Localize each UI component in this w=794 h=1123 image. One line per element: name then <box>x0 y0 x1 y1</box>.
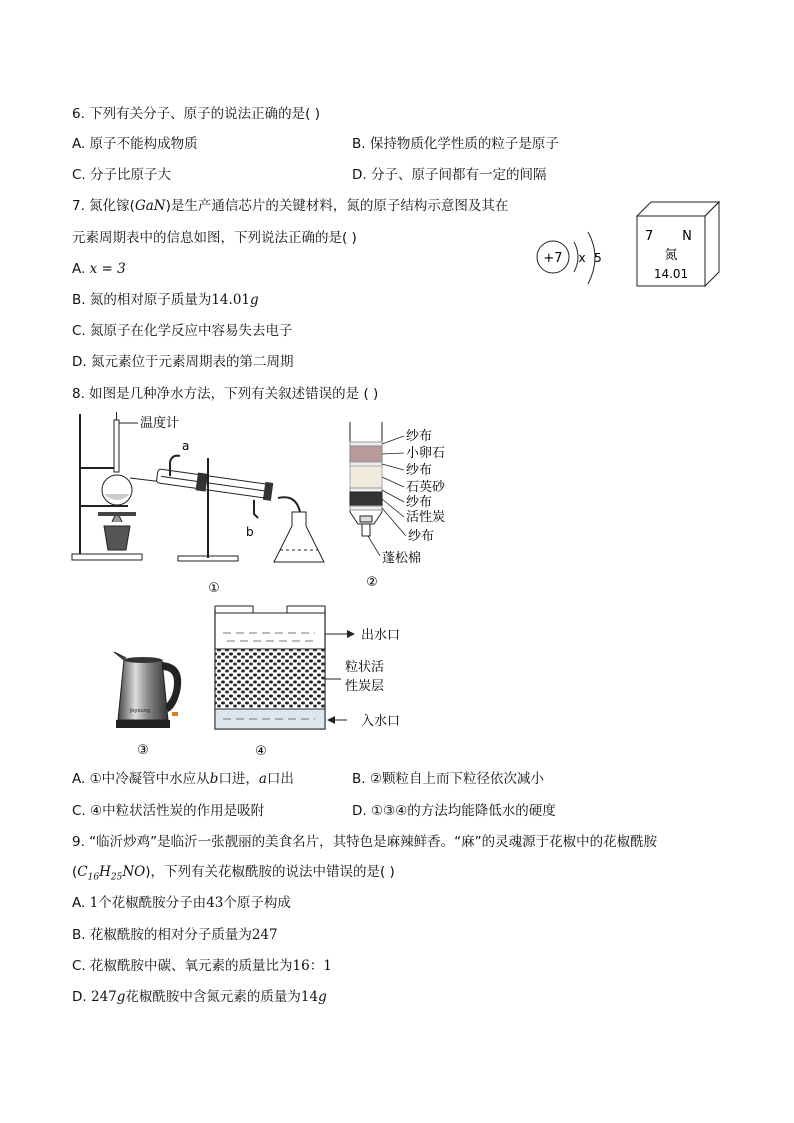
flask-liquid <box>104 494 130 500</box>
fig2-number: ② <box>366 575 378 590</box>
fig4-number: ④ <box>255 744 267 758</box>
layer-gauze-1 <box>350 442 382 446</box>
q9-stem-post: ，下列有关花椒酰胺的说法中错误的是( ) <box>150 864 395 880</box>
q9-d-unit: g <box>116 989 126 1005</box>
q6-option-a: A. 原子不能构成物质 <box>72 136 198 152</box>
kettle-spout <box>114 652 126 660</box>
wire-gauze <box>98 512 136 516</box>
q7-stem <box>72 197 508 215</box>
shell-2-electrons: 5 <box>594 251 602 265</box>
q7-stem-post: )是生产通信芯片的关键材料，氮的原子结构示意图及其在 <box>165 198 509 214</box>
q9-option-c <box>72 957 332 975</box>
filter-label-7: 纱布 <box>408 529 435 544</box>
atomic-mass: 14.01 <box>653 267 689 281</box>
layer-activated-carbon <box>350 492 382 506</box>
q8-a-a: a <box>258 771 267 787</box>
q8-a-mid: 口进， <box>218 771 259 787</box>
filter-label-6: 活性炭 <box>406 510 446 525</box>
filter-label-4: 石英砂 <box>406 480 446 495</box>
q9-stem: 9. “临沂炒鸡”是临沂一张靓丽的美食名片，其特色是麻辣鲜香。“麻”的灵魂源于花椒中的花椒酰胺 <box>72 834 658 850</box>
layer-pebbles <box>350 446 382 462</box>
q7-b-unit: g <box>250 292 259 308</box>
simple-water-filter <box>340 420 470 590</box>
q9-b-value: 247 <box>251 927 278 943</box>
q7-b-text: B. 氮的相对原子质量为 <box>72 292 212 308</box>
q8-option-b: B. ②颗粒自上而下粒径依次减小 <box>352 771 544 787</box>
q9-formula-h: H <box>99 864 111 880</box>
q9-formula-c-sub: 16 <box>87 872 100 883</box>
q7-option-c: C. 氮原子在化学反应中容易失去电子 <box>72 323 293 339</box>
adapter <box>278 497 300 512</box>
filter-label-5: 纱布 <box>406 495 433 510</box>
cell-side-face <box>705 202 719 286</box>
periodic-table-cell <box>632 198 724 292</box>
layer-gauze-2 <box>350 462 382 466</box>
shell-1-electrons: x <box>578 251 586 265</box>
element-symbol: N <box>682 229 692 244</box>
filter-label-cotton: 蓬松棉 <box>382 551 422 566</box>
q9-a-n1: 1 <box>89 895 99 911</box>
q9-formula-h-sub: 25 <box>110 872 123 883</box>
kettle-base <box>116 720 170 728</box>
cotton-plug <box>360 516 372 522</box>
carbon-label-1: 粒状活 <box>345 660 385 675</box>
distillation-apparatus <box>68 408 338 598</box>
inlet-pipe-left <box>215 606 253 613</box>
carbon-label-2: 性炭层 <box>345 679 385 694</box>
outlet-arrow-head <box>347 630 355 638</box>
q7-b-value: 14.01 <box>211 292 250 308</box>
nucleus-charge: +7 <box>543 251 563 266</box>
element-name: 氮 <box>664 248 678 263</box>
electric-kettle <box>110 642 190 758</box>
q7-a-label: A. <box>72 261 90 277</box>
atomic-number: 7 <box>645 229 654 244</box>
burner <box>104 526 130 550</box>
q9-c-text: C. 花椒酰胺中碳、氧元素的质量比为 <box>72 958 293 974</box>
carbon-purifier <box>205 603 425 758</box>
q9-a-n2: 43 <box>206 895 224 911</box>
q9-stem-line2: $(C_{16}H_{25}NO)$，下列有关花椒酰胺的说法中错误的是( ) <box>72 864 395 883</box>
label-a: a <box>182 439 190 453</box>
thermometer-body <box>114 420 119 472</box>
q9-d-label: D. <box>72 989 91 1005</box>
layer-quartz-sand <box>350 466 382 488</box>
kettle-switch <box>172 712 178 716</box>
q7-option-d: D. 氮元素位于元素周期表的第二周期 <box>72 354 294 370</box>
q7-formula: GaN <box>134 198 166 214</box>
inlet-arrow-head <box>327 716 335 724</box>
receiving-flask <box>274 512 324 562</box>
fig1-number: ① <box>208 581 220 596</box>
q7-stem-pre: 7. 氮化镓( <box>72 198 135 214</box>
q9-a-label: A. <box>72 895 90 911</box>
q9-formula-no: NO <box>122 864 146 880</box>
fig3-number: ③ <box>137 743 149 758</box>
layer-gauze-4 <box>350 506 382 510</box>
nitrogen-atom-diagram <box>530 222 610 294</box>
q9-d-value2: 14 <box>300 989 319 1005</box>
q9-option-d <box>72 988 327 1006</box>
q9-d-unit2: g <box>318 989 327 1005</box>
q8-a-post: 口出 <box>266 771 294 787</box>
q6-stem: 6. 下列有关分子、原子的说法正确的是( ) <box>72 106 320 122</box>
thermometer-label: 温度计 <box>140 416 180 431</box>
distilling-flask <box>102 475 132 505</box>
filter-label-2: 小卵石 <box>406 446 446 461</box>
q8-option-a <box>72 770 294 788</box>
stand-base <box>72 554 142 560</box>
q9-d-mid: 花椒酰胺中含氮元素的质量为 <box>125 989 301 1005</box>
q7-a-math: x = 3 <box>89 261 126 277</box>
water-tube-b <box>254 500 258 518</box>
q8-a-b: b <box>209 771 219 787</box>
kettle-brand: Joyoung <box>129 708 151 714</box>
outlet-label: 出水口 <box>361 628 401 643</box>
q9-c-value: 16：1 <box>292 958 332 974</box>
q8-option-d: D. ①③④的方法均能降低水的硬度 <box>352 803 556 819</box>
carbon-layer <box>215 649 325 709</box>
inlet-pipe-right <box>287 606 325 613</box>
layer-gauze-3 <box>350 488 382 492</box>
q8-option-c: C. ④中粒状活性炭的作用是吸附 <box>72 803 265 819</box>
filter-label-1: 纱布 <box>406 429 433 444</box>
q9-b-text: B. 花椒酰胺的相对分子质量为 <box>72 927 252 943</box>
flame <box>112 515 122 522</box>
q9-a-mid: 个花椒酰胺分子由 <box>98 895 207 911</box>
q6-option-d: D. 分子、原子间都有一定的间隔 <box>352 167 547 183</box>
q8-stem: 8. 如图是几种净水方法，下列有关叙述错误的是 ( ) <box>72 386 379 402</box>
q7-stem-line2: 元素周期表中的信息如图，下列说法正确的是( ) <box>72 230 357 246</box>
q7-option-b <box>72 291 259 309</box>
filter-label-3: 纱布 <box>406 463 433 478</box>
q9-option-b <box>72 926 278 944</box>
condenser <box>156 467 273 501</box>
inlet-label: 入水口 <box>361 714 401 729</box>
q8-a-pre: A. ①中冷凝管中水应从 <box>72 771 210 787</box>
q9-a-post: 个原子构成 <box>223 895 291 911</box>
label-b: b <box>246 525 254 539</box>
q6-option-c: C. 分子比原子大 <box>72 167 172 183</box>
filter-outlet <box>362 524 370 536</box>
kettle-lid <box>124 657 162 663</box>
q9-d-value: 247 <box>90 989 117 1005</box>
q9-option-a <box>72 894 291 912</box>
q6-option-b: B. 保持物质化学性质的粒子是原子 <box>352 136 559 152</box>
q7-option-a <box>72 260 126 278</box>
clean-water-dashes <box>223 633 315 641</box>
shell-arc-1 <box>574 242 578 272</box>
q9-formula-c: C <box>77 864 88 880</box>
